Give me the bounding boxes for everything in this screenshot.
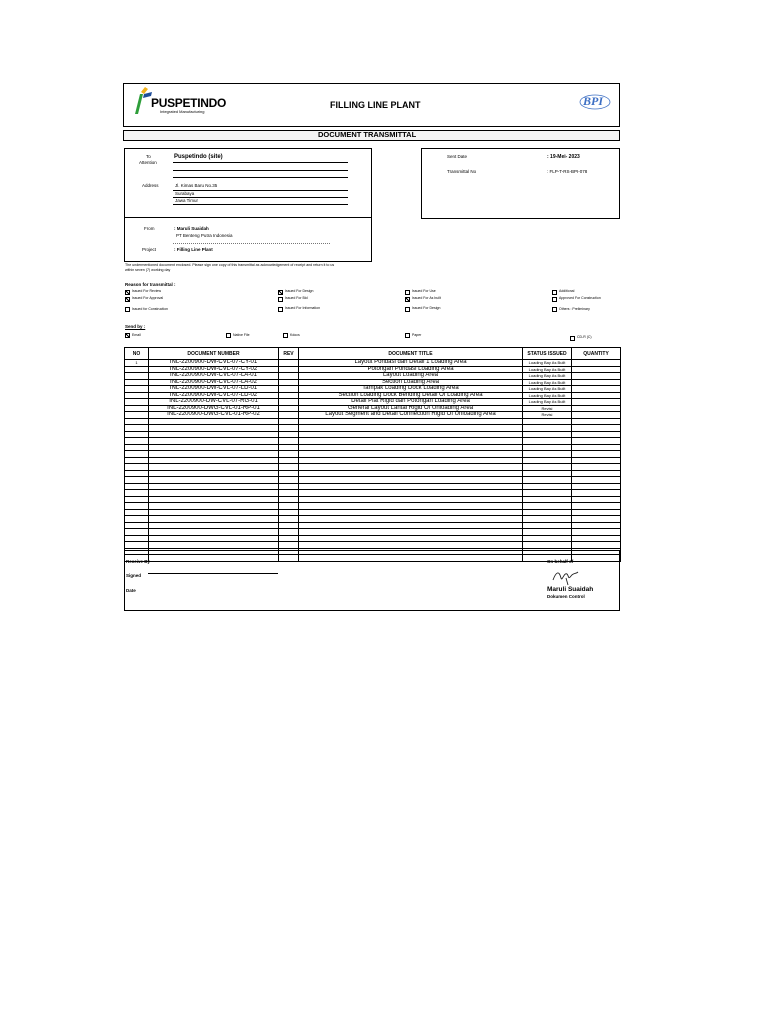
col-header-status-issued: STATUS ISSUED <box>523 348 572 360</box>
cell-number: INL-2200900-DW-CVL-07-RG-01 <box>149 399 279 406</box>
send-by-label-1: Native File <box>233 333 250 337</box>
sent-date-label: Sent Date <box>447 154 468 159</box>
reason-label-7: Approved For Construction <box>559 296 601 300</box>
cell-status: Revisi <box>523 412 572 419</box>
reason-checkbox-6[interactable] <box>405 297 410 302</box>
cell-title: General Layout Lantai Rigid Of Unloading Area <box>299 405 523 412</box>
col-header-document-title: DOCUMENT TITLE <box>299 348 523 360</box>
date-label: Date <box>126 588 136 593</box>
reason-checkbox-0[interactable] <box>125 290 130 295</box>
send-by-label-4: CD-R (C) <box>577 335 592 339</box>
from-name: : Maruli Suaidah <box>174 226 209 231</box>
bpi-swoosh-icon <box>578 92 612 112</box>
cell-status: Loading Bay As Built <box>523 392 572 399</box>
reason-label-11: Others : Preliminary <box>559 307 590 311</box>
cell-status: Loading Bay As Built <box>523 366 572 373</box>
signature-line <box>148 573 278 574</box>
send-by-checkbox-1[interactable] <box>226 333 231 338</box>
cell-status: Loading Bay As Built <box>523 379 572 386</box>
reason-checkbox-11[interactable] <box>552 307 557 312</box>
reason-checkbox-9[interactable] <box>278 307 283 312</box>
table-row <box>125 392 621 399</box>
cell-number: INL-2200900-DWG-CVL-01-RP-01 <box>149 405 279 412</box>
reason-checkbox-10[interactable] <box>405 307 410 312</box>
reason-label-9: Issued For Information <box>285 306 321 310</box>
recipient-box <box>124 148 372 262</box>
cell-title: Potongan Pondasi Loading Area <box>299 366 523 373</box>
send-by-label: Send by : <box>125 324 146 329</box>
reason-label-3: Additional <box>559 289 575 293</box>
signer-role: Dokumen Control <box>547 594 585 599</box>
note-line-2: within seven (7) working day <box>125 268 171 272</box>
signature-scribble-icon <box>551 566 581 586</box>
cell-status: Revisi <box>523 405 572 412</box>
cell-number: INL-2200900-DW-CVL-07-LD-01 <box>149 386 279 393</box>
reason-checkbox-2[interactable] <box>405 290 410 295</box>
company-name: PUSPETINDO <box>151 96 227 110</box>
reason-checkbox-8[interactable] <box>125 307 130 312</box>
company-tagline: Integrated Manufacturing <box>160 109 205 114</box>
from-label: From <box>144 226 155 231</box>
cell-title: Section Loading Dock Bending Detail Of Loading Area <box>299 392 523 399</box>
cell-status: Loading Bay As Built <box>523 386 572 393</box>
cell-number: INL-2200900-DWG-CVL-01-RP-02 <box>149 412 279 419</box>
page-title: FILLING LINE PLANT <box>330 100 421 110</box>
sent-date-value: : 19-Mei- 2023 <box>547 154 580 160</box>
col-header-document-number: DOCUMENT NUMBER <box>149 348 279 360</box>
cell-title: Layout Pondasi dan Detail 1 Loading Area <box>299 360 523 367</box>
table-header-row <box>125 348 621 360</box>
cell-number: INL-2200900-DW-CVL-07-LA-01 <box>149 373 279 380</box>
on-behalf-label: On behalf of <box>547 559 574 564</box>
reason-checkbox-4[interactable] <box>125 297 130 302</box>
col-header-quantity: QUANTITY <box>572 348 621 360</box>
table-row <box>125 386 621 393</box>
cell-title: Tampak Loading Dock Loading Area <box>299 386 523 393</box>
reason-label-8: Issued for Construction <box>132 307 168 311</box>
cell-title: Detail Plat Rigid dan Potongan Loading Area <box>299 399 523 406</box>
to-value: Puspetindo (site) <box>174 154 223 160</box>
address-line-2: Surabaya <box>175 191 195 196</box>
table-row <box>125 366 621 373</box>
transmittal-value: : FLP-T-RS-BPI-078 <box>547 169 588 174</box>
document-table <box>124 347 621 562</box>
transmittal-label: Transmittal No <box>447 169 477 174</box>
project-label: Project <box>142 247 157 252</box>
reason-label-4: Issued For Approval <box>132 296 164 300</box>
receive-by-label: Receive By <box>126 559 151 564</box>
table-row <box>125 399 621 406</box>
table-body <box>125 360 621 562</box>
reason-label-1: Issued For Design <box>285 289 314 293</box>
send-by-checkbox-3[interactable] <box>405 333 410 338</box>
send-by-checkbox-0[interactable] <box>125 333 130 338</box>
send-by-label-3: Paper <box>412 333 422 337</box>
cell-title: Layout Segment and Detail Connection Rigid Of Unloading Area <box>299 412 523 419</box>
send-by-checkbox-2[interactable] <box>283 333 288 338</box>
table-row <box>125 412 621 419</box>
footer-box <box>124 550 620 611</box>
cell-no: 1 <box>125 360 149 367</box>
cell-status: Loading Bay As Built <box>523 399 572 406</box>
attention-label: Attention <box>139 160 157 165</box>
send-by-label-2: Kdocs <box>290 333 300 337</box>
cell-title: Section Loading Area <box>299 379 523 386</box>
address-line-3: Jawa Timur <box>175 198 199 203</box>
reason-label-10: Issued For Design <box>412 306 441 310</box>
reason-label: Reason for transmittal : <box>125 282 176 287</box>
cell-number: INL-2200900-DW-CVL-07-LA-02 <box>149 379 279 386</box>
signer-name: Maruli Suaidah <box>547 586 594 593</box>
project-value: : Filling Line Plant <box>174 247 213 252</box>
reason-checkbox-1[interactable] <box>278 290 283 295</box>
reason-label-5: Issued For Bid <box>285 296 308 300</box>
address-line-1: Jl. Kimas Baru No.35 <box>175 183 218 188</box>
reason-label-6: Issued For As built <box>412 296 441 300</box>
bpi-logo: BPI <box>583 94 604 108</box>
col-header-no: NO <box>125 348 149 360</box>
from-company: PT Benteng Putra Indonesia <box>176 233 233 238</box>
col-header-rev: REV <box>279 348 299 360</box>
note-line-1: The undermentioned document enclosed. Please sign one copy of this transmittal as acknowledgement of receipt and return it to us <box>125 263 335 267</box>
cell-status: Loading Bay As Built <box>523 360 572 367</box>
table-row <box>125 405 621 412</box>
reason-label-2: Issued For Use <box>412 289 436 293</box>
cell-number: INL-2200900-DW-CVL-07-LD-02 <box>149 392 279 399</box>
table-row <box>125 360 621 367</box>
send-by-label-0: Email <box>132 333 141 337</box>
cell-number: INL-2200900-DW-CVL-07-CY-02 <box>149 366 279 373</box>
reason-checkbox-7[interactable] <box>552 297 557 302</box>
address-label: Address <box>142 183 159 188</box>
reason-checkbox-3[interactable] <box>552 290 557 295</box>
reason-checkbox-5[interactable] <box>278 297 283 302</box>
send-by-checkbox-4[interactable] <box>570 336 575 341</box>
cell-number: INL-2200900-DW-CVL-07-CY-01 <box>149 360 279 367</box>
to-label: To <box>146 154 151 159</box>
signed-label: Signed <box>126 573 142 578</box>
reason-label-0: Issued For Review <box>132 289 161 293</box>
cell-status: Loading Bay As Built <box>523 373 572 380</box>
section-title: DOCUMENT TRANSMITTAL <box>318 130 417 139</box>
cell-title: Layout Loading Area <box>299 373 523 380</box>
